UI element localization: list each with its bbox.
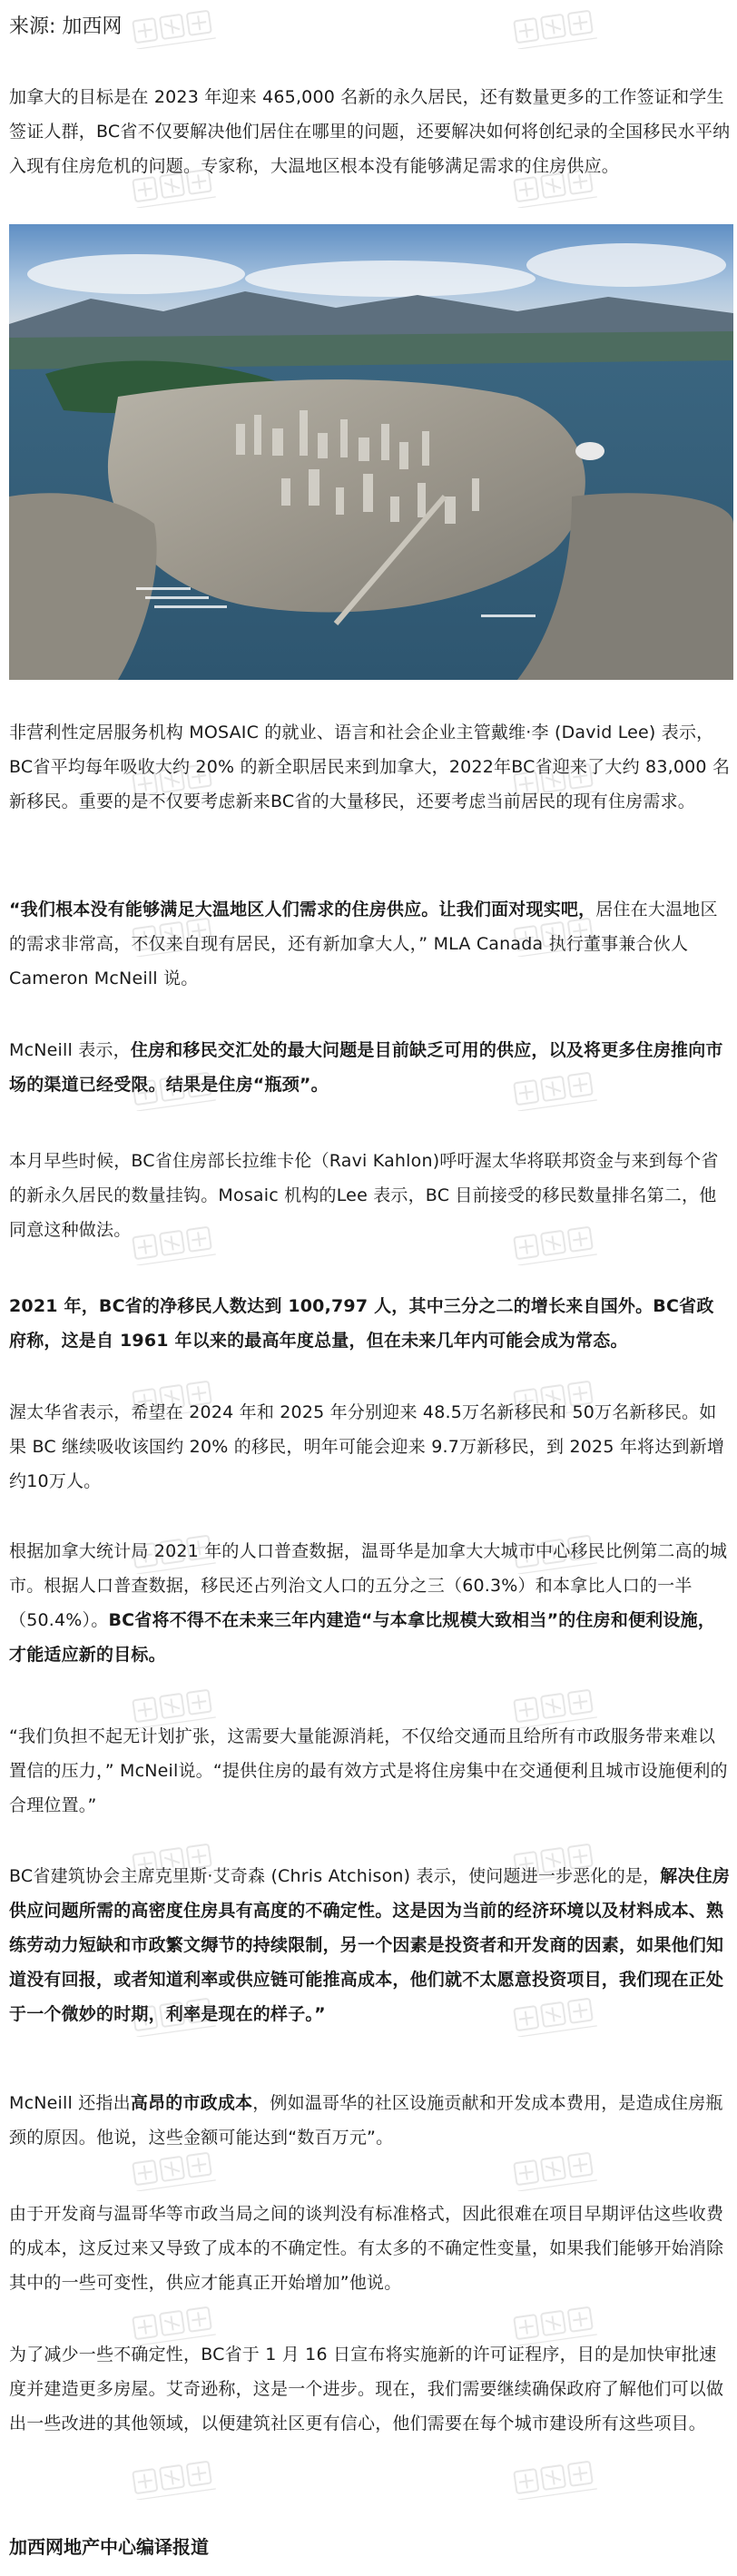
paragraph-text-segment: 住房和移民交汇处的最大问题是目前缺乏可用的供应，以及将更多住房推向市场的渠道已经受限。结果是住房“瓶颈”。: [9, 1040, 723, 1095]
watermark-logo: [127, 2460, 236, 2500]
paragraph-negotiation: [9, 2197, 731, 2300]
paragraph-text-segment: 非营利性定居服务机构 MOSAIC 的就业、语言和社会企业主管戴维·李 (David Lee) 表示，BC省平均每年吸收大约 20% 的新全职居民来到加拿大，2022年BC省迎来了大约 83,000 名新移民。重要的是不仅要考虑新来BC省的大量移民，还要考虑当前居民的现有住房需求。: [9, 723, 731, 811]
paragraph-census: [9, 1534, 731, 1672]
paragraph-text-segment: 解决住房供应问题所需的高密度住房具有高度的不确定性。这是因为当前的经济环境以及材料成本、熟练劳动力短缺和市政繁文缛节的持续限制，另一个因素是投资者和开发商的因素，如果他们知道没有回报，或者知道利率或供应链可能推高成本，他们就不太愿意投资项目，我们现在正处于一个微妙的时期，利率是现在的样子。”: [9, 1866, 731, 2024]
paragraph-text-segment: “我们根本没有能够满足大温地区人们需求的住房供应。让我们面对现实吧，: [9, 900, 596, 919]
paragraph-text-segment: 2021 年，BC省的净移民人数达到 100,797 人，其中三分之二的增长来自国外。BC省政府称，这是自 1961 年以来的最高年度总量，但在未来几年内可能会成为常态。: [9, 1296, 714, 1351]
paragraph-municipal-costs: [9, 2086, 731, 2155]
paragraph-text-segment: BC省将不得不在未来三年内建造“与本拿比规模大致相当”的住房和便利设施，才能适应新的目标。: [9, 1610, 716, 1665]
source-line: 来源: 加西网: [9, 15, 123, 38]
watermark-logo: [508, 2151, 617, 2191]
paragraph-atchison: [9, 1859, 731, 2031]
paragraph-text-segment: 根据加拿大统计局 2021 年的人口普查数据，温哥华是加拿大大城市中心移民比例第二高的城市。根据人口普查数据，移民还占列治文人口的五分之三（60.3%）和本拿比人口的一半（50.4%）。: [9, 1541, 728, 1630]
watermark-logo: [127, 9, 236, 49]
paragraph-text-segment: 渥太华省表示，希望在 2024 年和 2025 年分别迎来 48.5万名新移民和 50万名新移民。如果 BC 继续吸收该国约 20% 的移民，明年可能会迎来 9.7万新移民，到 2025 年将达到新增约10万人。: [9, 1402, 725, 1491]
paragraph-text-segment: 本月早些时候，BC省住房部长拉维卡伦（Ravi Kahlon)呼吁渥太华将联邦资金与来到每个省的新永久居民的数量挂钩。Mosaic 机构的Lee 表示，BC 目前接受的移民数量排名第二，他同意这种做法。: [9, 1151, 719, 1240]
paragraph-text-segment: “我们负担不起无计划扩张，这需要大量能源消耗，不仅给交通而且给所有市政服务带来难以置信的压力，” McNeil说。“提供住房的最有效方式是将住房集中在交通便利且城市设施便利的合理位置。”: [9, 1726, 728, 1815]
paragraph-permit-process: [9, 2337, 731, 2441]
paragraph-intro: [9, 80, 731, 183]
paragraph-targets: [9, 1395, 731, 1499]
paragraph-text-segment: 由于开发商与温哥华等市政当局之间的谈判没有标准格式，因此很难在项目早期评估这些收费的成本，这反过来又导致了成本的不确定性。有太多的不确定性变量，如果我们能够开始消除其中的一些可变性，供应才能真正开始增加”他说。: [9, 2204, 724, 2293]
paragraph-text-segment: McNeill 表示，: [9, 1040, 131, 1060]
paragraph-mosaic: [9, 715, 731, 819]
paragraph-text-segment: 为了减少一些不确定性，BC省于 1 月 16 日宣布将实施新的许可证程序，目的是加快审批速度并建造更多房屋。艾奇逊称，这是一个进步。现在，我们需要继续确保政府了解他们可以做出一些改进的其他领域，以便建筑社区更有信心，他们需要在每个城市建设所有这些项目。: [9, 2345, 724, 2433]
paragraph-text-segment: 高昂的市政成本: [130, 2093, 253, 2113]
paragraph-bottleneck: [9, 1033, 731, 1102]
paragraph-text-segment: ，例如温哥华的社区设施贡献和开发成本费用，是造成住房瓶颈的原因。他说，这些金额可能达到“数百万元”。: [9, 2093, 723, 2148]
watermark-logo: [127, 2151, 236, 2191]
paragraph-text-segment: 居住在大温地区的需求非常高，不仅来自现有居民，还有新加拿大人，” MLA Canada 执行董事兼合伙人 Cameron McNeill 说。: [9, 900, 718, 988]
paragraph-kahlon: [9, 1144, 731, 1247]
paragraph-text-segment: McNeill 还指出: [9, 2093, 131, 2113]
paragraph-net-migration: [9, 1289, 731, 1358]
watermark-logo: [508, 2460, 617, 2500]
watermark-logo: [508, 9, 617, 49]
paragraph-mcneill-quote: [9, 892, 731, 996]
article-footer: 加西网地产中心编译报道: [9, 2536, 209, 2558]
paragraph-text-segment: BC省建筑协会主席克里斯·艾奇森 (Chris Atchison) 表示，使问题进一步恶化的是，: [9, 1866, 661, 1886]
vancouver-aerial-photo: [9, 224, 733, 680]
paragraph-text-segment: 加拿大的目标是在 2023 年迎来 465,000 名新的永久居民，还有数量更多的工作签证和学生签证人群，BC省不仅要解决他们居住在哪里的问题，还要解决如何将创纪录的全国移民水平纳入现有住房危机的问题。专家称，大温地区根本没有能够满足需求的住房供应。: [9, 87, 731, 176]
paragraph-sprawl: [9, 1719, 731, 1823]
